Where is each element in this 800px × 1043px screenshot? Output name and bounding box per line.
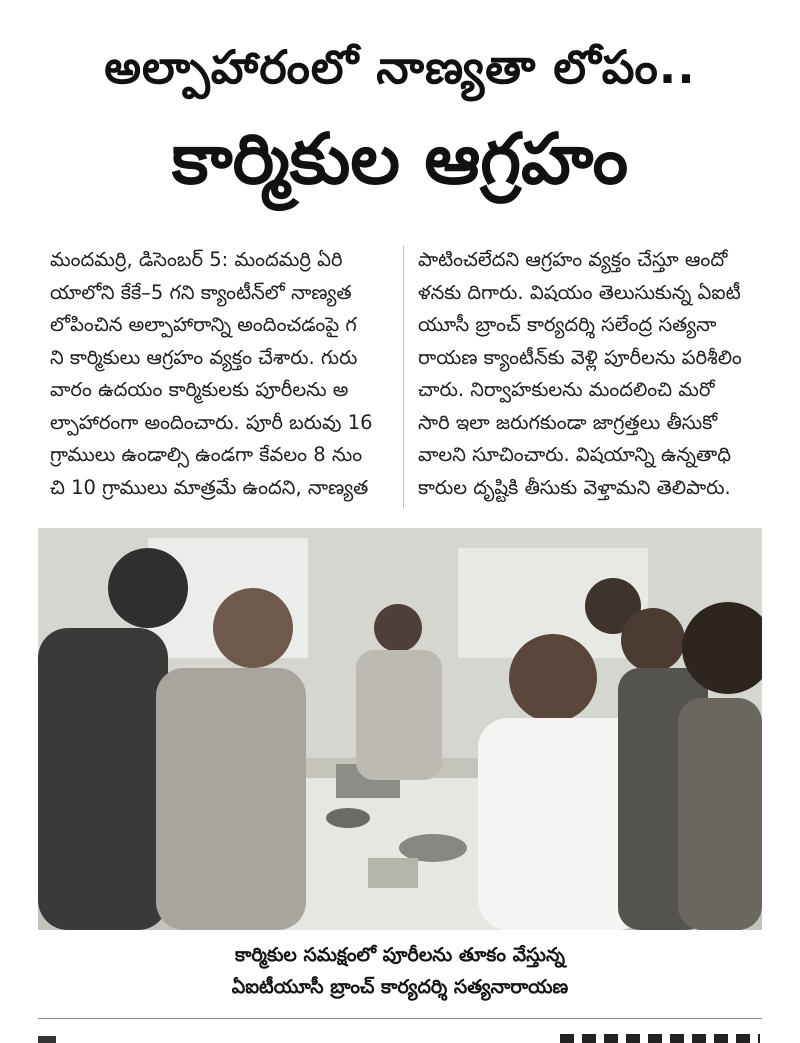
body-line: ని కార్మికులు ఆగ్రహం వ్యక్తం చేశారు. గురు <box>50 345 358 369</box>
body-line: పాటించలేదని ఆగ్రహం వ్యక్తం చేస్తూ ఆందో <box>418 248 728 271</box>
person-shape <box>156 668 306 930</box>
article-column-right <box>418 244 756 504</box>
person-shape <box>678 698 762 930</box>
news-photo <box>38 528 762 930</box>
article-subheadline: అల్పాహారంలో నాణ్యతా లోపం.. <box>104 40 696 94</box>
person-shape <box>356 650 442 780</box>
body-line: ల్పాహారంగా అందించారు. పూరీ బరువు 16 <box>50 410 373 434</box>
body-line: మందమర్రి, డిసెంబర్ 5: మందమర్రి ఏరి <box>50 248 343 271</box>
cropped-text-fragment <box>38 1036 56 1043</box>
body-line: సారి ఇలా జరుగకుండా జాగ్రత్తలు తీసుకో <box>418 410 718 434</box>
article-column-left <box>50 244 388 504</box>
person-shape <box>38 628 168 930</box>
column-divider <box>403 246 404 508</box>
photo-caption-line-1: కార్మికుల సమక్షంలో పూరీలను తూకం వేస్తున్న <box>234 944 565 966</box>
body-line: ళనకు దిగారు. విషయం తెలుసుకున్న ఏఐటీ <box>418 280 741 304</box>
bottom-rule <box>38 1018 762 1019</box>
body-line: వారం ఉదయం కార్మికులకు పూరీలను అ <box>50 378 349 401</box>
body-line: యాలోని కేకే–5 గని క్యాంటీన్‌లో నాణ్యత <box>50 280 352 304</box>
body-line: చారు. నిర్వాహకులను మందలించి మరో <box>418 378 715 401</box>
photo-illustration <box>38 528 762 930</box>
body-line: గ్రాములు ఉండాల్సి ఉండగా కేవలం 8 నుం <box>50 443 363 466</box>
article-headline: కార్మికుల ఆగ్రహం <box>171 118 629 200</box>
photo-caption-line-2: ఏఐటీయూసీ బ్రాంచ్ కార్యదర్శి సత్యనారాయణ <box>231 976 569 998</box>
body-line: కారుల దృష్టికి తీసుకు వెళ్తామని తెలిపారు. <box>418 475 731 499</box>
weighing-scale-shape <box>368 858 418 888</box>
body-line: లోపించిన అల్పాహారాన్ని అందించడంపై గ <box>50 313 357 336</box>
body-line: యూసీ బ్రాంచ్ కార్యదర్శి సలేంద్ర సత్యనా <box>418 313 717 336</box>
body-line: రాయణ క్యాంటీన్‌కు వెళ్లి పూరీలను పరిశీలిం <box>418 345 742 369</box>
body-line: వాలని సూచించారు. విషయాన్ని ఉన్నతాధి <box>418 443 732 466</box>
body-line: చి 10 గ్రాములు మాత్రమే ఉందని, నాణ్యత <box>50 475 369 499</box>
cropped-text-fragment <box>560 1034 760 1043</box>
